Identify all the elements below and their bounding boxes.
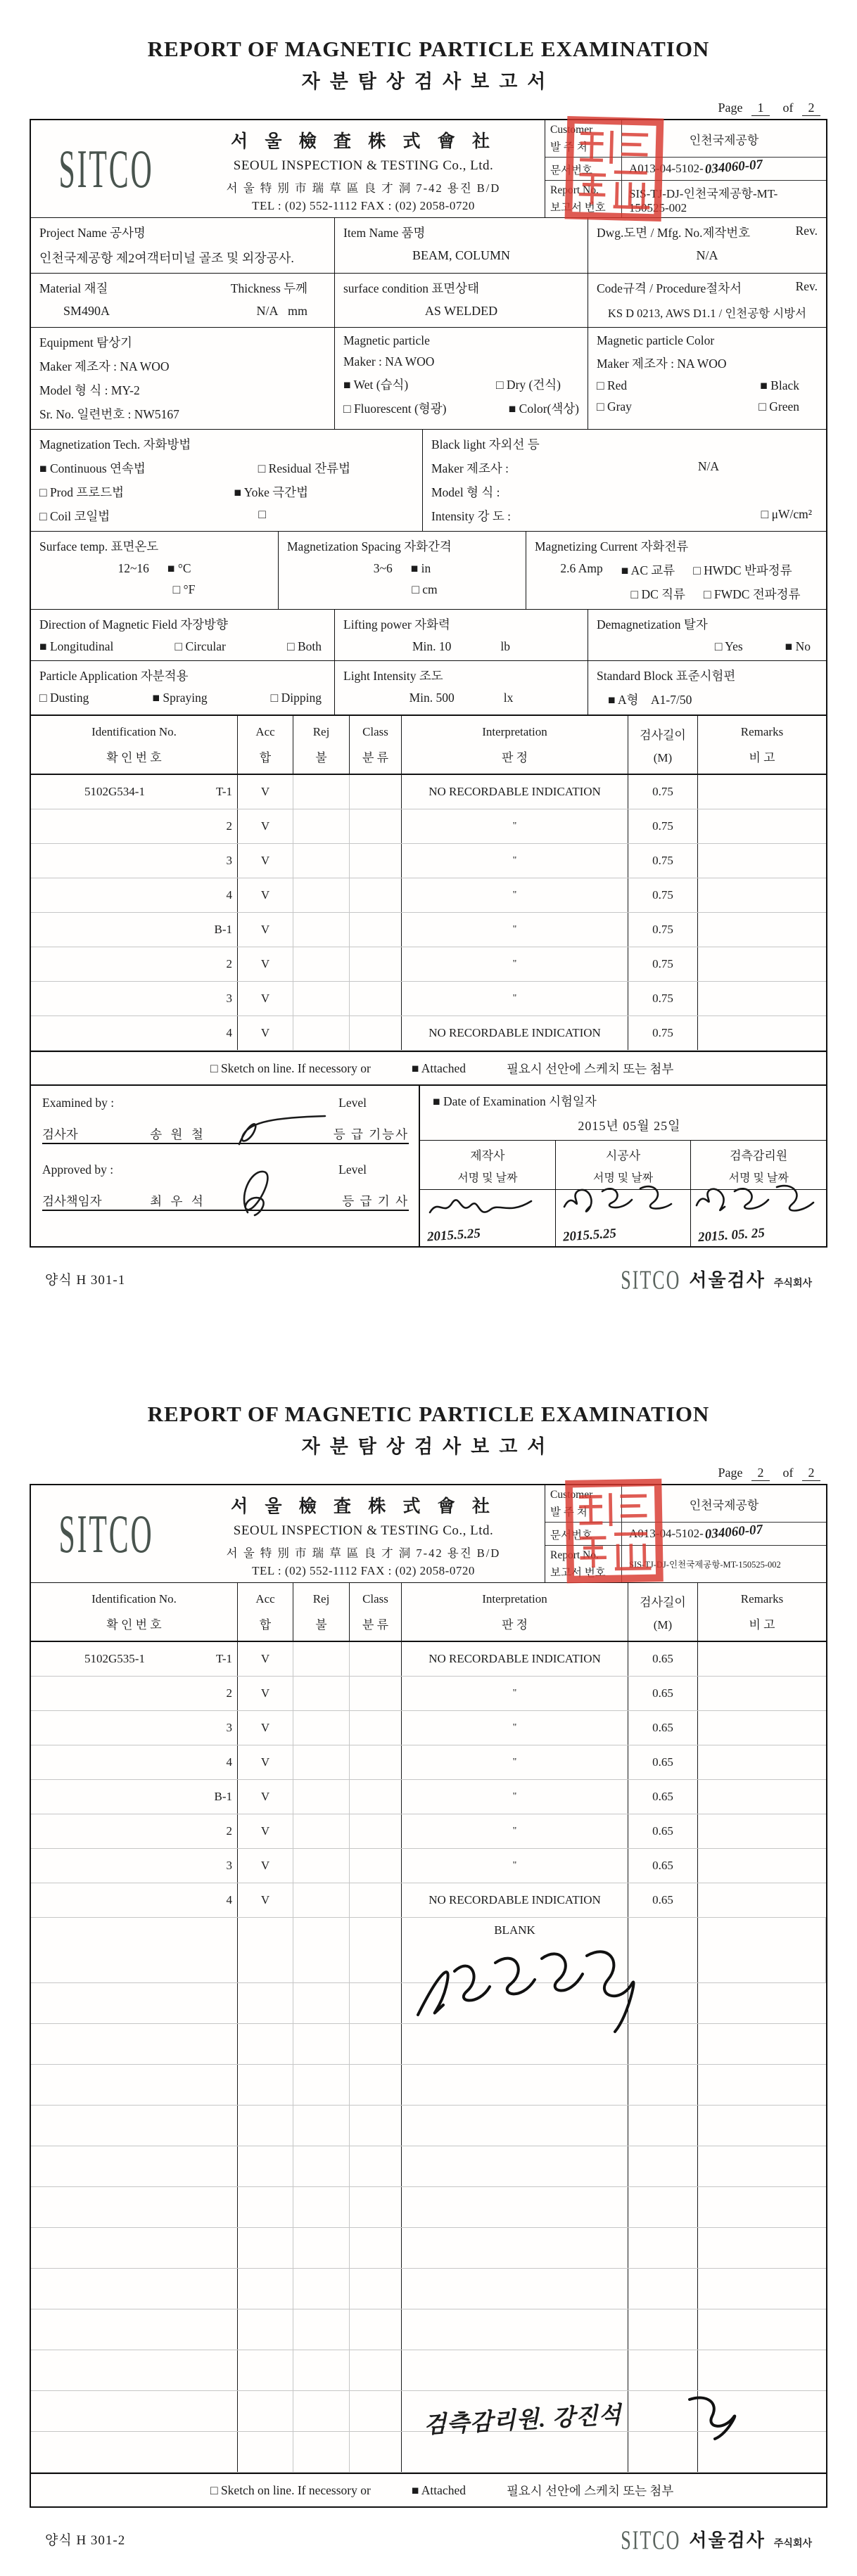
table-row: 5102G535-1 T-1 V NO RECORDABLE INDICATION 0.65 — [31, 1642, 826, 1677]
attached-option: ■ Attached — [411, 1060, 466, 1075]
sketch-row — [31, 2473, 826, 2506]
inch-option: ■ in — [410, 561, 431, 575]
continuous-option: ■ Continuous 연속법 — [39, 461, 146, 475]
material-row — [31, 274, 826, 328]
document-number-handwritten: 034060-07 — [704, 1522, 763, 1542]
approved-by-label: Approved by : — [42, 1162, 114, 1177]
company-header — [31, 120, 826, 218]
empty-table-row — [31, 2350, 826, 2391]
sitco-logo: SITCO — [58, 1504, 155, 1564]
document-number-value: A013-04-5102- 034060-07 — [629, 157, 763, 177]
lifting-power-unit: lb — [500, 639, 511, 653]
interpretation: NO RECORDABLE INDICATION — [402, 775, 628, 809]
report-form-box — [30, 119, 827, 1248]
constructor-signature-cell — [556, 1190, 691, 1246]
item-name-value: BEAM, COLUMN — [412, 248, 510, 262]
attached-option: ■ Attached — [411, 2482, 466, 2497]
supervisor-label: 검측감리원 — [730, 1149, 788, 1162]
results-table-header: Identification No. 확 인 번 호 Acc 합 Rej 불 Class 분 류 Interpretation 판 정 검사길이 (M) Remarks 비 고 — [31, 716, 826, 775]
results-table-header: Identification No. 확 인 번 호 Acc 합 Rej 불 Class 분 류 Interpretation 판 정 검사길이 (M) Remarks 비 고 — [31, 1583, 826, 1642]
wet-option: ■ Wet (습식) — [343, 378, 409, 392]
empty-table-row — [31, 2106, 826, 2146]
results-table — [31, 1583, 826, 2473]
approver-level: 등 급 기 사 — [342, 1194, 409, 1208]
equipment-cell: Equipment 탐상기 Maker 제조자 : NA WOO Model 형 식 : MY-2 Sr. No. 일련번호 : NW5167 — [31, 328, 335, 429]
equipment-maker: Maker 제조자 : NA WOO — [39, 359, 170, 373]
acc-mark: V — [238, 775, 293, 809]
company-seal-stamp-icon — [564, 1478, 666, 1584]
demagnetization-cell: Demagnetization 탈자 □ Yes ■ No — [597, 617, 811, 653]
lifting-power-cell: Lifting power 자화력 Min. 10 lb — [335, 610, 588, 660]
footer-company-suffix: 주식회사 — [773, 1279, 812, 1289]
magnetizing-current-cell: Magnetizing Current 자화전류 2.6 Amp ■ AC 교류 □ HWDC 반파정류 □ DC 직류 □ FWDC 전파정류 — [535, 539, 801, 601]
equipment-serial: Sr. No. 일련번호 : NW5167 — [39, 407, 179, 421]
sitco-logo: SITCO — [58, 139, 155, 199]
a-type-option: ■ A형 — [608, 693, 639, 707]
examiner-signature — [227, 1113, 332, 1150]
color-option: ■ Color(색상) — [508, 402, 579, 416]
exam-length: 0.75 — [628, 775, 698, 809]
thickness-value: N/A — [256, 304, 279, 318]
company-info — [182, 120, 545, 217]
exam-date-row — [420, 1086, 826, 1141]
constructor-signature — [559, 1179, 678, 1224]
constructor-date: 2015.5.25 — [561, 1226, 617, 1245]
gray-option: □ Gray — [597, 399, 632, 414]
surface-condition-cell: surface condition 표면상태 AS WELDED — [335, 274, 588, 327]
dusting-option: □ Dusting — [39, 691, 89, 705]
spacing-value: 3~6 — [373, 561, 393, 575]
company-logo-cell — [31, 120, 182, 217]
report-number-value: SIS-TJ-DJ-인천국제공항-MT- 150525-002 — [629, 186, 778, 214]
empty-table-row — [31, 2187, 826, 2228]
standard-block-cell: Standard Block 표준시험편 ■ A형 A1-7/50 — [597, 669, 736, 707]
particle-application-row — [31, 661, 826, 716]
field-direction-cell: Direction of Magnetic Field 자장방향 ■ Longitudinal □ Circular □ Both — [31, 610, 335, 660]
company-address: 서 울 特 別 市 瑞 草 區 良 才 洞 7-42 용진 B/D — [226, 1546, 501, 1560]
table-row: 4 V " 0.65 — [31, 1745, 826, 1780]
date-signature-box — [420, 1086, 826, 1246]
table-row: 3 V " 0.75 — [31, 982, 826, 1016]
fabricator-label: 제작사 — [470, 1149, 505, 1162]
table-row: 2 V " 0.65 — [31, 1677, 826, 1711]
light-intensity-cell: Light Intensity 조도 Min. 500 lx — [335, 661, 588, 715]
black-option: ■ Black — [760, 378, 799, 392]
report-page-2 — [0, 1383, 857, 2576]
exam-date-label: ■ Date of Examination 시험일자 — [433, 1094, 597, 1108]
report-number-value: SIS-TJ-DJ-인천국제공항-MT-150525-002 — [629, 1560, 781, 1570]
constructor-label: 시공사 — [605, 1149, 641, 1162]
project-name-cell: Project Name 공사명 인천국제공항 제2여객터미널 골조 및 외장공사. — [31, 218, 335, 273]
sketch-row — [31, 1051, 826, 1086]
page-word: Page — [718, 1466, 743, 1480]
company-header — [31, 1485, 826, 1583]
empty-table-row — [31, 2146, 826, 2187]
empty-table-row — [31, 2309, 826, 2350]
ac-option: ■ AC 교류 — [621, 563, 675, 577]
lifting-power-value: Min. 10 — [412, 639, 452, 653]
page-word: Page — [718, 101, 743, 115]
company-logo-cell — [31, 1485, 182, 1582]
particle-application-cell: Particle Application 자분적용 □ Dusting ■ Spraying □ Dipping — [31, 661, 335, 715]
green-option: □ Green — [758, 399, 799, 414]
sketch-on-line-option: □ Sketch on line. If necessory or — [210, 2482, 371, 2497]
demag-yes-option: □ Yes — [714, 639, 743, 653]
document-number-handwritten: 034060-07 — [704, 157, 763, 177]
document-number-value: A013-04-5102- 034060-07 — [629, 1522, 763, 1542]
table-row: 3 V " 0.75 — [31, 844, 826, 878]
approver-signature — [227, 1166, 304, 1217]
celsius-option: ■ °C — [167, 561, 191, 575]
black-light-maker-value: N/A — [697, 459, 719, 473]
item-name-cell: Item Name 품명 BEAM, COLUMN — [335, 218, 588, 273]
page-total: 2 — [802, 1466, 820, 1481]
fluorescent-option: □ Fluorescent (형광) — [343, 402, 447, 416]
surface-condition-value: AS WELDED — [424, 304, 498, 318]
table-row: 4 V NO RECORDABLE INDICATION 0.75 — [31, 1016, 826, 1051]
both-option: □ Both — [287, 639, 322, 653]
dwg-mfg-cell: Dwg.도면 / Mfg. No.제작번호 Rev. N/A — [597, 224, 818, 262]
page-number: 1 — [751, 101, 770, 116]
supervisor-date: 2015. 05. 25 — [697, 1225, 766, 1245]
material-thickness-cell: Material 재질 Thickness 두께 SM490A N/A mm — [31, 274, 335, 327]
particle-color-cell: Magnetic particle Color Maker 제조자 : NA WOO □ Red ■ Black □ Gray □ Green — [588, 328, 826, 429]
blank-checkbox: □ — [258, 507, 266, 521]
dipping-option: □ Dipping — [270, 691, 322, 705]
black-light-cell: Black light 자외선 등 Maker 제조사 : N/A Model 형 식 : Intensity 강 도 : □ μW/cm² — [431, 437, 812, 523]
magnetic-particle-cell: Magnetic particle Maker : NA WOO ■ Wet (습식) □ Dry (건식) □ Fluorescent (형광) ■ Color(색상) — [335, 328, 588, 429]
page-footer — [45, 2526, 812, 2576]
examiner-name: 송 원 철 — [150, 1127, 206, 1141]
page-title: REPORT OF MAGNETIC PARTICLE EXAMINATION — [147, 1402, 710, 1426]
empty-table-row — [31, 2269, 826, 2309]
fabricator-date: 2015.5.25 — [426, 1226, 481, 1245]
footer-brand — [621, 2525, 812, 2556]
dc-option: □ DC 직류 — [630, 587, 685, 601]
light-intensity-value: Min. 500 — [409, 691, 455, 705]
cm-option: □ cm — [412, 582, 438, 596]
fabricator-signature — [426, 1191, 538, 1231]
document-number-label: 문서번호 — [545, 158, 622, 180]
page-subtitle-korean: 자분탐상검사보고서 — [301, 71, 556, 92]
material-value: SM490A — [63, 304, 110, 318]
fabricator-signature-column: 제작사 서명 및 날짜 2015.5.25 — [420, 1141, 556, 1246]
intensity-unit-option: □ μW/cm² — [761, 507, 812, 521]
magnetization-spacing-cell: Magnetization Spacing 자화간격 3~6 ■ in □ cm — [279, 532, 526, 609]
footer-sitco-logo: SITCO — [621, 2525, 681, 2556]
examiner-box: Examined by : Level 검사자 송 원 철 등 급 기능사 Approved by : Level 검사책임자 최 우 석 등 급 기 사 — [31, 1086, 420, 1246]
table-row: 3 V " 0.65 — [31, 1711, 826, 1745]
approver-role: 검사책임자 — [42, 1194, 102, 1208]
handwritten-supervisor-note: 검측감리원. 강진석 — [423, 2402, 623, 2439]
company-seal-stamp-icon — [563, 115, 666, 223]
report-number-label: Report No. 보고서 번호 — [545, 181, 622, 217]
empty-table-row — [31, 2228, 826, 2269]
demag-no-option: ■ No — [785, 639, 811, 653]
examiner-level: 등 급 기능사 — [333, 1127, 409, 1141]
prod-option: □ Prod 프로드법 — [39, 485, 125, 499]
customer-label: Customer 발 주 처 — [545, 1485, 622, 1522]
field-direction-row — [31, 610, 826, 661]
company-address: 서 울 特 別 市 瑞 草 區 良 才 洞 7-42 용진 B/D — [226, 181, 501, 195]
company-name-english: SEOUL INSPECTION & TESTING Co., Ltd. — [233, 1523, 494, 1538]
customer-value: 인천국제공항 — [689, 133, 759, 147]
current-value: 2.6 Amp — [560, 561, 603, 575]
customer-value: 인천국제공항 — [689, 1498, 759, 1512]
footer-company-korean: 서울검사 — [689, 1270, 766, 1290]
supervisor-signature-column: 검측감리원 서명 및 날짜 2015. 05. 25 — [691, 1141, 826, 1246]
page-number: 2 — [751, 1466, 770, 1481]
page-title: REPORT OF MAGNETIC PARTICLE EXAMINATION — [147, 37, 710, 61]
sketch-note-korean: 필요시 선안에 스케치 또는 첨부 — [506, 2483, 674, 2498]
fahrenheit-option: □ °F — [172, 582, 196, 596]
thickness-unit: mm — [287, 304, 307, 318]
customer-label: Customer 발 주 처 — [545, 120, 622, 157]
signoff-section — [31, 1086, 826, 1246]
table-row: 2 V " 0.65 — [31, 1814, 826, 1849]
company-name-korean: 서 울 檢 査 株 式 會 社 — [230, 132, 497, 151]
supervisor-signature — [692, 1180, 819, 1225]
page-footer — [45, 1266, 812, 1316]
identification-no: 5102G535-1 — [84, 1652, 145, 1665]
footer-brand — [621, 1265, 812, 1295]
company-name-korean: 서 울 檢 査 株 式 會 社 — [230, 1497, 497, 1516]
magnetization-tech-cell: Magnetization Tech. 자화방법 ■ Continuous 연속법 □ Residual 잔류법 □ Prod 프로드법 ■ Yoke 극간법 □ Coil 코일법 □ — [31, 430, 423, 531]
footer-sitco-logo: SITCO — [621, 1265, 681, 1295]
dry-option: □ Dry (건식) — [495, 378, 561, 392]
equipment-model: Model 형 식 : MY-2 — [39, 383, 140, 397]
footer-company-korean: 서울검사 — [689, 2530, 766, 2551]
examined-by-label: Examined by : — [42, 1096, 115, 1110]
company-tel-fax: TEL : (02) 552-1112 FAX : (02) 2058-0720 — [252, 1564, 475, 1577]
table-row: 3 V " 0.65 — [31, 1849, 826, 1883]
report-form-box — [30, 1484, 827, 2508]
company-name-english: SEOUL INSPECTION & TESTING Co., Ltd. — [233, 158, 494, 173]
standard-block-value: A1-7/50 — [651, 693, 692, 707]
longitudinal-option: ■ Longitudinal — [39, 639, 114, 653]
constructor-signature-column: 시공사 서명 및 날짜 2015.5.25 — [556, 1141, 692, 1246]
page-indicator — [31, 101, 826, 116]
identification-no: 5102G534-1 — [84, 785, 145, 798]
blank-row — [31, 1918, 826, 1983]
handwritten-note-signature — [678, 2392, 742, 2442]
hwdc-option: □ HWDC 반파정류 — [693, 563, 792, 577]
table-row: 5102G534-1 T-1 V NO RECORDABLE INDICATION 0.75 — [31, 775, 826, 809]
magnetization-row — [31, 430, 826, 532]
exam-date-value: 2015년 05월 25일 — [578, 1119, 681, 1133]
examiner-role: 검사자 — [42, 1127, 78, 1141]
report-number-label: Report No. 보고서 번호 — [545, 1546, 622, 1582]
form-number: 양식 H 301-1 — [45, 1273, 126, 1288]
table-row: 4 V NO RECORDABLE INDICATION 0.65 — [31, 1883, 826, 1918]
sketch-on-line-option: □ Sketch on line. If necessory or — [210, 1060, 371, 1075]
of-word: of — [782, 101, 794, 115]
spraying-option: ■ Spraying — [152, 691, 208, 705]
company-info — [182, 1485, 545, 1582]
fwdc-option: □ FWDC 전파정류 — [703, 587, 801, 601]
blank-label: BLANK — [402, 1918, 628, 1982]
table-row: B-1 V " 0.75 — [31, 913, 826, 947]
company-tel-fax: TEL : (02) 552-1112 FAX : (02) 2058-0720 — [252, 199, 475, 212]
red-option: □ Red — [597, 378, 628, 392]
project-row — [31, 218, 826, 274]
page-indicator — [31, 1466, 826, 1481]
footer-company-suffix: 주식회사 — [773, 2539, 812, 2549]
empty-table-row — [31, 2065, 826, 2106]
project-name-value: 인천국제공항 제2여객터미널 골조 및 외장공사. — [39, 251, 294, 265]
supervisor-signature-cell — [691, 1190, 826, 1246]
of-word: of — [782, 1466, 794, 1480]
color-maker: Maker 제조자 : NA WOO — [597, 357, 727, 371]
particle-maker: Maker : NA WOO — [343, 354, 435, 369]
table-row: B-1 V " 0.65 — [31, 1780, 826, 1814]
page-total: 2 — [802, 101, 820, 116]
table-row: 2 V " 0.75 — [31, 947, 826, 982]
surface-temp-value: 12~16 — [118, 561, 149, 575]
code-procedure-cell: Code규격 / Procedure절차서 Rev. KS D 0213, AWS D1.1 / 인천공항 시방서 — [597, 279, 818, 320]
handwritten-signature — [411, 1937, 643, 2043]
yoke-option: ■ Yoke 극간법 — [234, 485, 308, 499]
surface-temp-cell: Surface temp. 표면온도 12~16 ■ °C □ °F — [31, 532, 279, 609]
page-subtitle-korean: 자분탐상검사보고서 — [301, 1436, 556, 1457]
results-table — [31, 716, 826, 1051]
form-number: 양식 H 301-2 — [45, 2533, 126, 2548]
equipment-row — [31, 328, 826, 430]
document-number-label: 문서번호 — [545, 1523, 622, 1545]
fabricator-signature-cell — [420, 1190, 555, 1246]
residual-option: □ Residual 잔류법 — [258, 461, 350, 475]
code-procedure-value: KS D 0213, AWS D1.1 / 인천공항 시방서 — [607, 307, 807, 320]
surface-temp-row — [31, 532, 826, 610]
coil-option: □ Coil 코일법 — [39, 509, 110, 523]
table-row: 4 V " 0.75 — [31, 878, 826, 913]
table-row: 2 V " 0.75 — [31, 809, 826, 844]
sketch-note-korean: 필요시 선안에 스케치 또는 첨부 — [506, 1061, 674, 1076]
light-intensity-unit: lx — [503, 691, 514, 705]
circular-option: □ Circular — [174, 639, 226, 653]
dwg-mfg-value: N/A — [696, 248, 718, 262]
approver-name: 최 우 석 — [150, 1194, 206, 1208]
